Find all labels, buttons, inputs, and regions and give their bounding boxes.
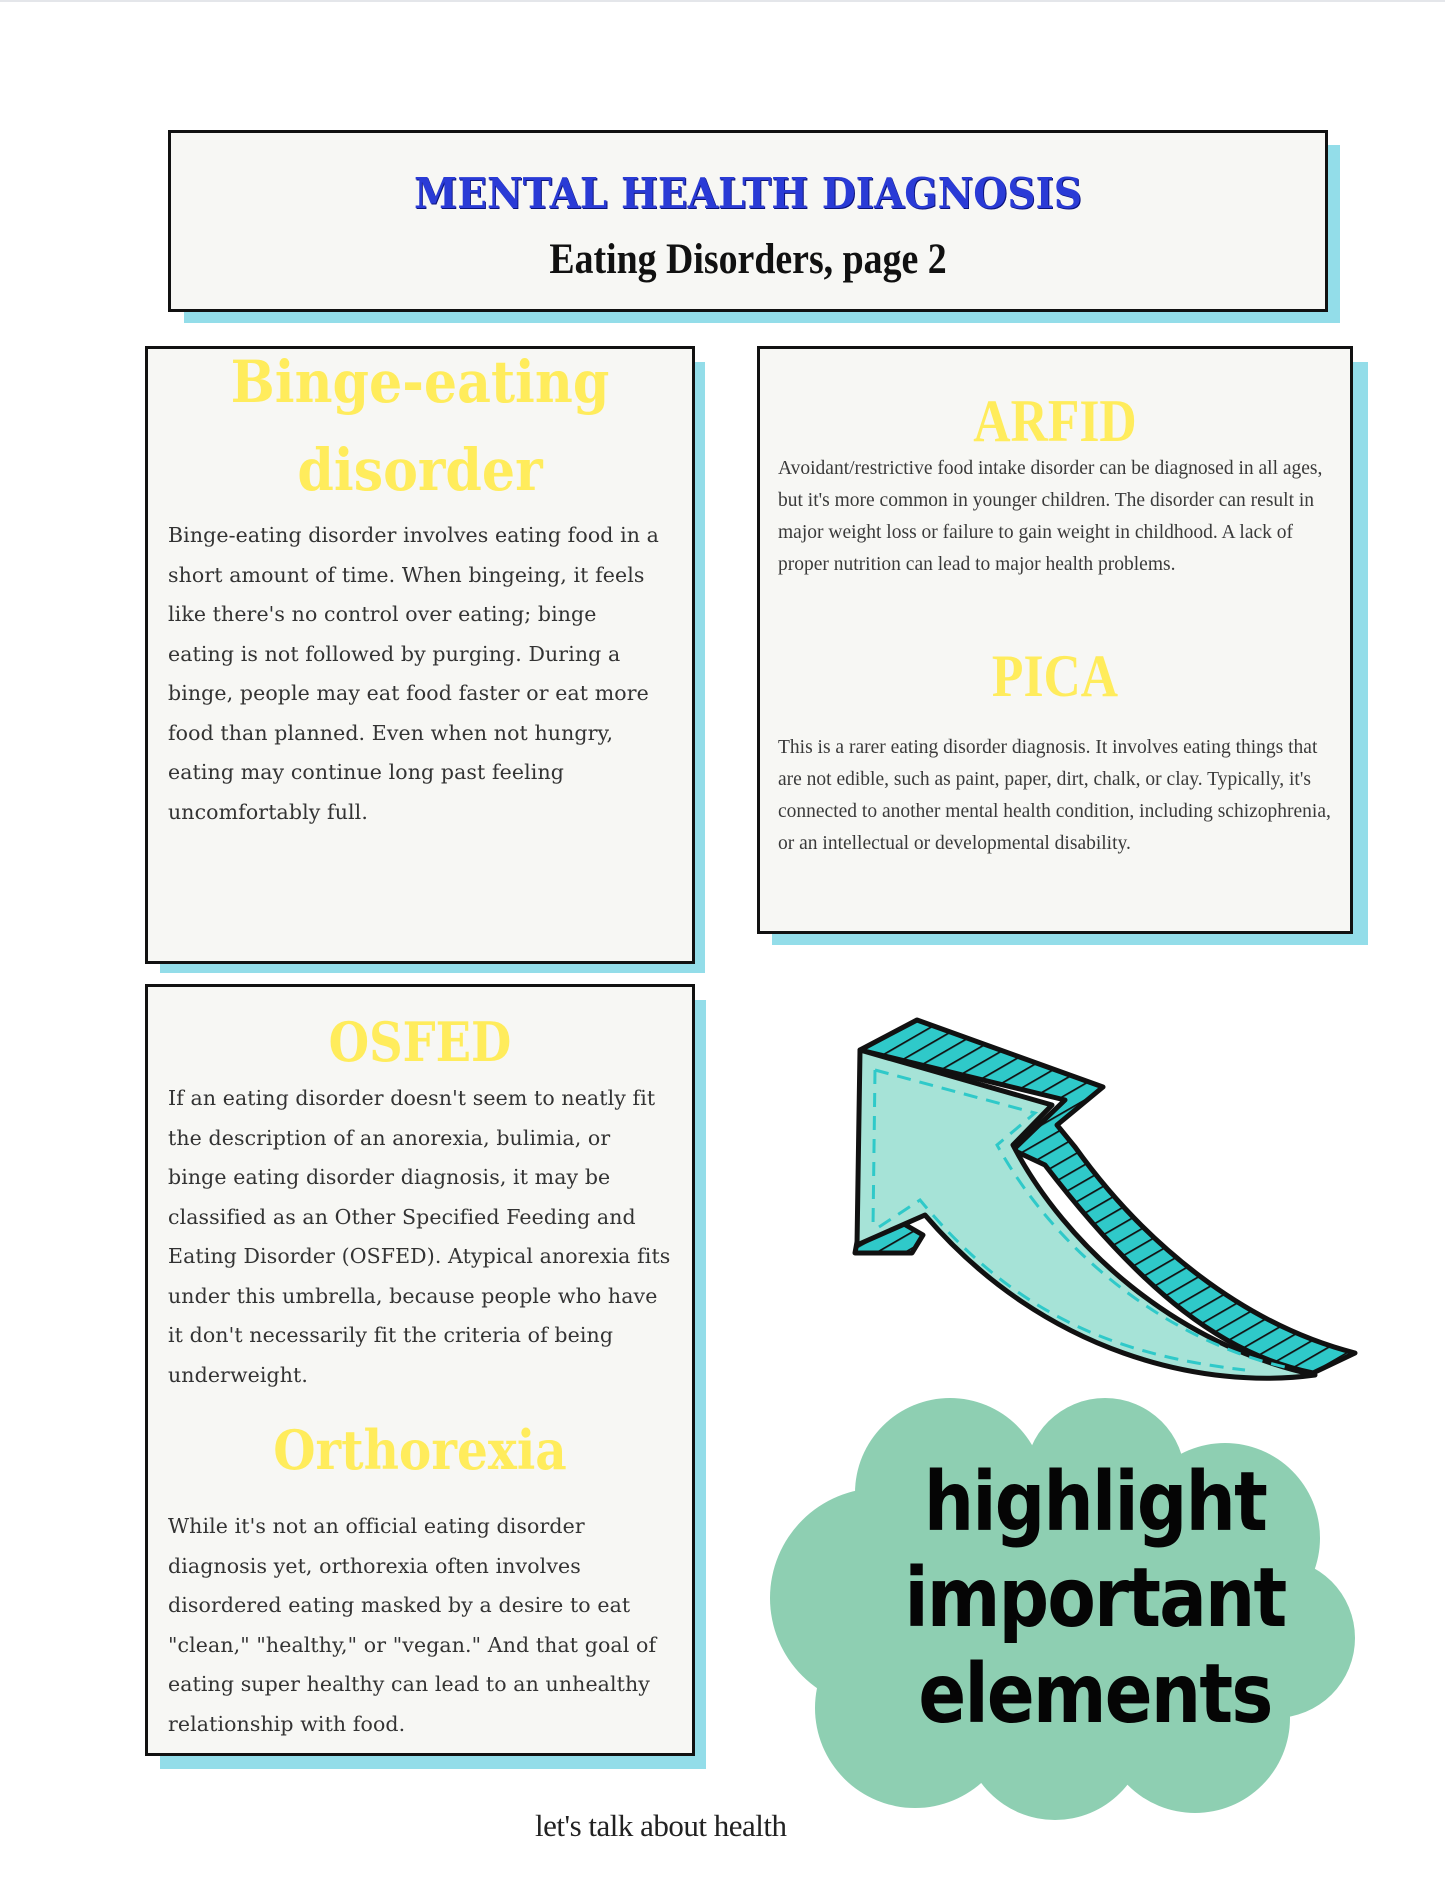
osfed-heading: OSFED xyxy=(328,1010,512,1074)
binge-body: Binge-eating disorder involves eating food in a short amount of time. When bingeing, it feels like there's no control over eating; binge eating is not followed by purging. During a binge, people may eat food faster or eat more food than planned. Even when not hungry, eating may continue long past feeling uncomfortably full. xyxy=(168,523,659,824)
pica-heading: PICA xyxy=(991,643,1119,709)
orthorexia-heading: Orthorexia xyxy=(273,1418,567,1482)
orthorexia-body: While it's not an official eating disorder diagnosis yet, orthorexia often involves disordered eating masked by a desire to eat "clean," "healthy," or "vegan." And that goal of eating super healthy can lead to an unhealthy relationship with food. xyxy=(168,1514,657,1736)
arfid-body: Avoidant/restrictive food intake disorder can be diagnosed in all ages, but it's more common in younger children. The disorder can result in major weight loss or failure to gain weight in childhood. A lack of proper nutrition can lead to major health problems. xyxy=(778,458,1323,575)
callout-text xyxy=(893,1455,1297,1743)
top-divider xyxy=(0,0,1445,2)
arfid-heading: ARFID xyxy=(973,388,1137,454)
arfid-pica-card xyxy=(757,346,1353,934)
header-card xyxy=(168,130,1328,312)
page-title: MENTAL HEALTH DIAGNOSIS xyxy=(413,169,1083,218)
footer-text: let's talk about health xyxy=(535,1808,787,1843)
binge-eating-card xyxy=(145,346,695,964)
curved-arrow-up-left-icon xyxy=(845,995,1375,1385)
binge-heading-line2: disorder xyxy=(297,436,543,504)
osfed-orthorexia-card xyxy=(145,984,695,1756)
callout-line2: important xyxy=(904,1551,1286,1646)
binge-heading-line1: Binge-eating xyxy=(230,348,610,416)
page-subtitle: Eating Disorders, page 2 xyxy=(549,236,947,283)
osfed-body: If an eating disorder doesn't seem to neatly fit the description of an anorexia, bulimia, or binge eating disorder diagnosis, it may be classified as an Other Specified Feeding and Eating Disorder (OSFED). Atypical anorexia fits under this umbrella, because people who have it don't necessarily fit the criteria of being underweight. xyxy=(168,1086,671,1387)
callout-line3: elements xyxy=(918,1647,1272,1742)
callout-line1: highlight xyxy=(923,1455,1267,1550)
pica-body: This is a rarer eating disorder diagnosis. It involves eating things that are not edible, such as paint, paper, dirt, chalk, or clay. Typically, it's connected to another mental health condition, including schizophrenia, or an intellectual or developmental disability. xyxy=(778,737,1331,854)
